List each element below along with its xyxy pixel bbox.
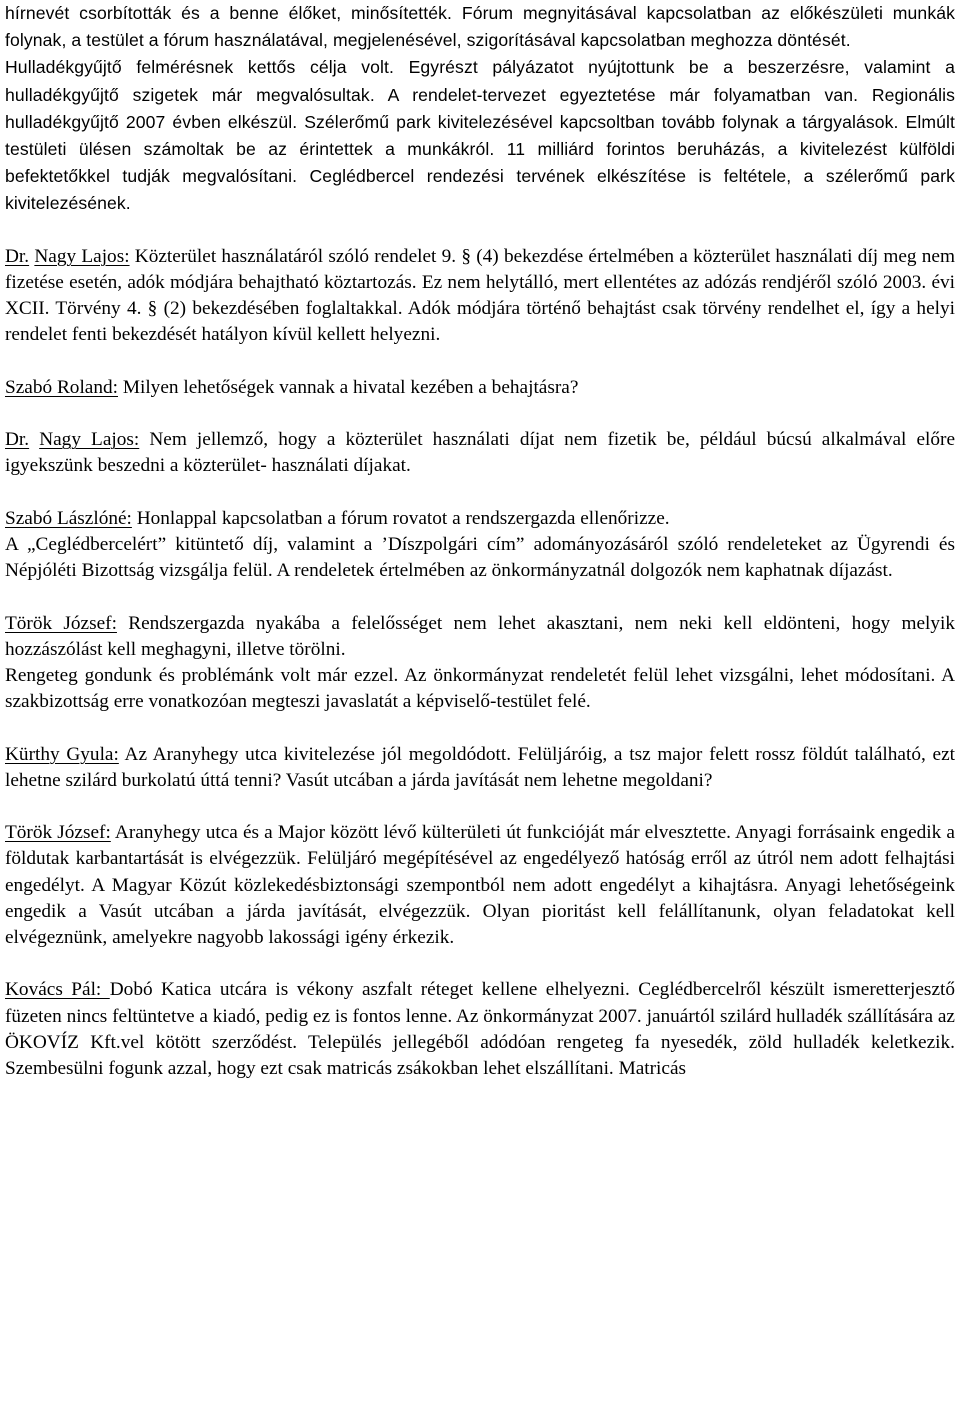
speaker-name: Szabó Lászlóné: xyxy=(5,507,132,529)
paragraph-gap xyxy=(5,480,955,506)
paragraph-gap xyxy=(5,401,955,427)
paragraph-text xyxy=(29,429,39,450)
paragraph-p6 xyxy=(5,506,955,532)
speaker-name: Nagy Lajos: xyxy=(34,245,130,267)
paragraph-p11 xyxy=(5,820,955,951)
speaker-name: Kürthy Gyula: xyxy=(5,743,119,765)
paragraph-p2 xyxy=(5,54,955,217)
paragraph-text: Honlappal kapcsolatban a fórum rovatot a rendszergazda ellenőrizze. xyxy=(131,507,670,529)
document-page xyxy=(5,0,955,1082)
paragraph-text: A „Ceglédbercelért” kitüntető díj, valamint a ’Díszpolgári cím” adományozásáról szóló rendeleteket az Ügyrendi és Népjóléti Bizottság vizsgálja felül. A rendeletek értelmében az önkormányzatnál dolgozók nem kaphatnak díjazást. xyxy=(5,534,955,582)
speaker-name: Török József: xyxy=(5,612,117,634)
speaker-name: Nagy Lajos: xyxy=(39,429,140,451)
paragraph-text: Milyen lehetőségek vannak a hivatal kezében a behajtásra? xyxy=(118,376,579,398)
speaker-name: Dr. xyxy=(5,429,30,451)
paragraph-p5 xyxy=(5,427,955,479)
paragraph-text: Nem jellemző, hogy a közterület használati díjat nem fizetik be, például búcsú alkalmával előre igyekszünk beszedni a közterület- használati díjakat. xyxy=(5,429,956,477)
paragraph-gap xyxy=(5,951,955,977)
paragraph-gap xyxy=(5,715,955,741)
paragraph-p4 xyxy=(5,375,955,401)
paragraph-text: Közterület használatáról szóló rendelet 9. § (4) bekezdése értelmében a közterület használati díj meg nem fizetése esetén, adók módjára behajtható köztartozás. Ez nem helytálló, mert ellentétes az adózás rendjéről szóló 2003. évi XCII. Törvény 4. § (2) bekezdésében foglaltakkal. Adók módjára történő behajtást csak törvény rendelhet el, így a helyi rendelet fenti bekezdését hatályon kívül kellett helyezni. xyxy=(5,245,955,346)
paragraph-p8 xyxy=(5,611,955,663)
paragraph-p9 xyxy=(5,663,955,715)
paragraph-p10 xyxy=(5,742,955,794)
paragraph-text: Az Aranyhegy utca kivitelezése jól megoldódott. Felüljáróig, a tsz major felett rossz földút található, ezt lehetne szilárd burkolatú úttá tenni? Vasút utcában a járda javítását nem lehetne megoldani? xyxy=(5,743,955,791)
speaker-name: Török József: xyxy=(5,822,111,844)
paragraph-text: Aranyhegy utca és a Major között lévő külterületi út funkcióját már elvesztette. Anyagi forrásaink engedik a földutak karbantartását is elvégezzük. Felüljáró megépítésével az engedélyező hatóság erről az útról nem adott felhajtási engedélyt. A Magyar Közút közlekedésbiztonsági szempontból nem adott engedélyt a kihajtásra. Anyagi lehetőségeink engedik a Vasút utcában a járda javítását, elvégezzük. Olyan pioritást kell felállítanunk, olyan feladatokat kell elvégeznünk, amelyekre nagyobb lakossági igény érkezik. xyxy=(5,822,955,948)
paragraph-gap xyxy=(5,218,955,244)
paragraph-p3 xyxy=(5,244,955,349)
paragraph-text: Rendszergazda nyakába a felelősséget nem lehet akasztani, nem neki kell eldönteni, hogy melyik hozzászólást kell meghagyni, illetve törölni. xyxy=(5,612,955,660)
paragraph-gap xyxy=(5,584,955,610)
paragraph-gap xyxy=(5,349,955,375)
speaker-name: Szabó Roland: xyxy=(5,376,118,398)
paragraph-p1 xyxy=(5,0,955,54)
paragraph-text: Rengeteg gondunk és problémánk volt már ezzel. Az önkormányzat rendeletét felül lehet vizsgálni, lehet módosítani. A szakbizottság erre vonatkozóan megteszi javaslatát a képviselő-testület felé. xyxy=(5,665,955,713)
speaker-name: Dr. xyxy=(5,245,30,267)
paragraph-p7 xyxy=(5,532,955,584)
paragraph-gap xyxy=(5,794,955,820)
paragraph-text: Dobó Katica utcára is vékony aszfalt réteget kellene elhelyezni. Ceglédbercelről készült ismeretterjesztő füzeten nincs feltüntetve a kiadó, pedig ez is fontos lenne. Az önkormányzat 2007. januártól szilárd hulladék szállítására az ÖKOVÍZ Kft.vel kötött szerződést. Település jellegéből adódóan rengeteg fa nyesedék, zöld hulladék keletkezik. Szembesülni fogunk azzal, hogy ezt csak matricás zsákokban lehet elszállítani. Matricás xyxy=(5,979,955,1079)
paragraph-text: Hulladékgyűjtő felmérésnek kettős célja volt. Egyrészt pályázatot nyújtottunk be a beszerzésre, valamint a hulladékgyűjtő szigetek már megvalósultak. A rendelet-tervezet egyeztetése már folyamatban van. Regionális hulladékgyűjtő 2007 évben elkészül. Szélerőmű park kivitelezésével kapcsoltban tovább folynak a tárgyalások. Elmúlt testületi ülésen számoltak be az érintettek a munkákról. 11 milliárd forintos beruházás, a kivitelezést külföldi befektetőkkel tudják megvalósítani. Ceglédbercel rendezési tervének elkészítése is feltétele, a szélerőmű park kivitelezésének. xyxy=(5,57,955,214)
speaker-name: Kovács Pál: xyxy=(5,979,110,1001)
paragraph-p12 xyxy=(5,977,955,1082)
paragraph-text: hírnevét csorbították és a benne élőket, minősítették. Fórum megnyitásával kapcsolatban az előkészületi munkák folynak, a testület a fórum használatával, megjelenésével, szigorításával kapcsolatban meghozza döntését. xyxy=(5,3,955,51)
